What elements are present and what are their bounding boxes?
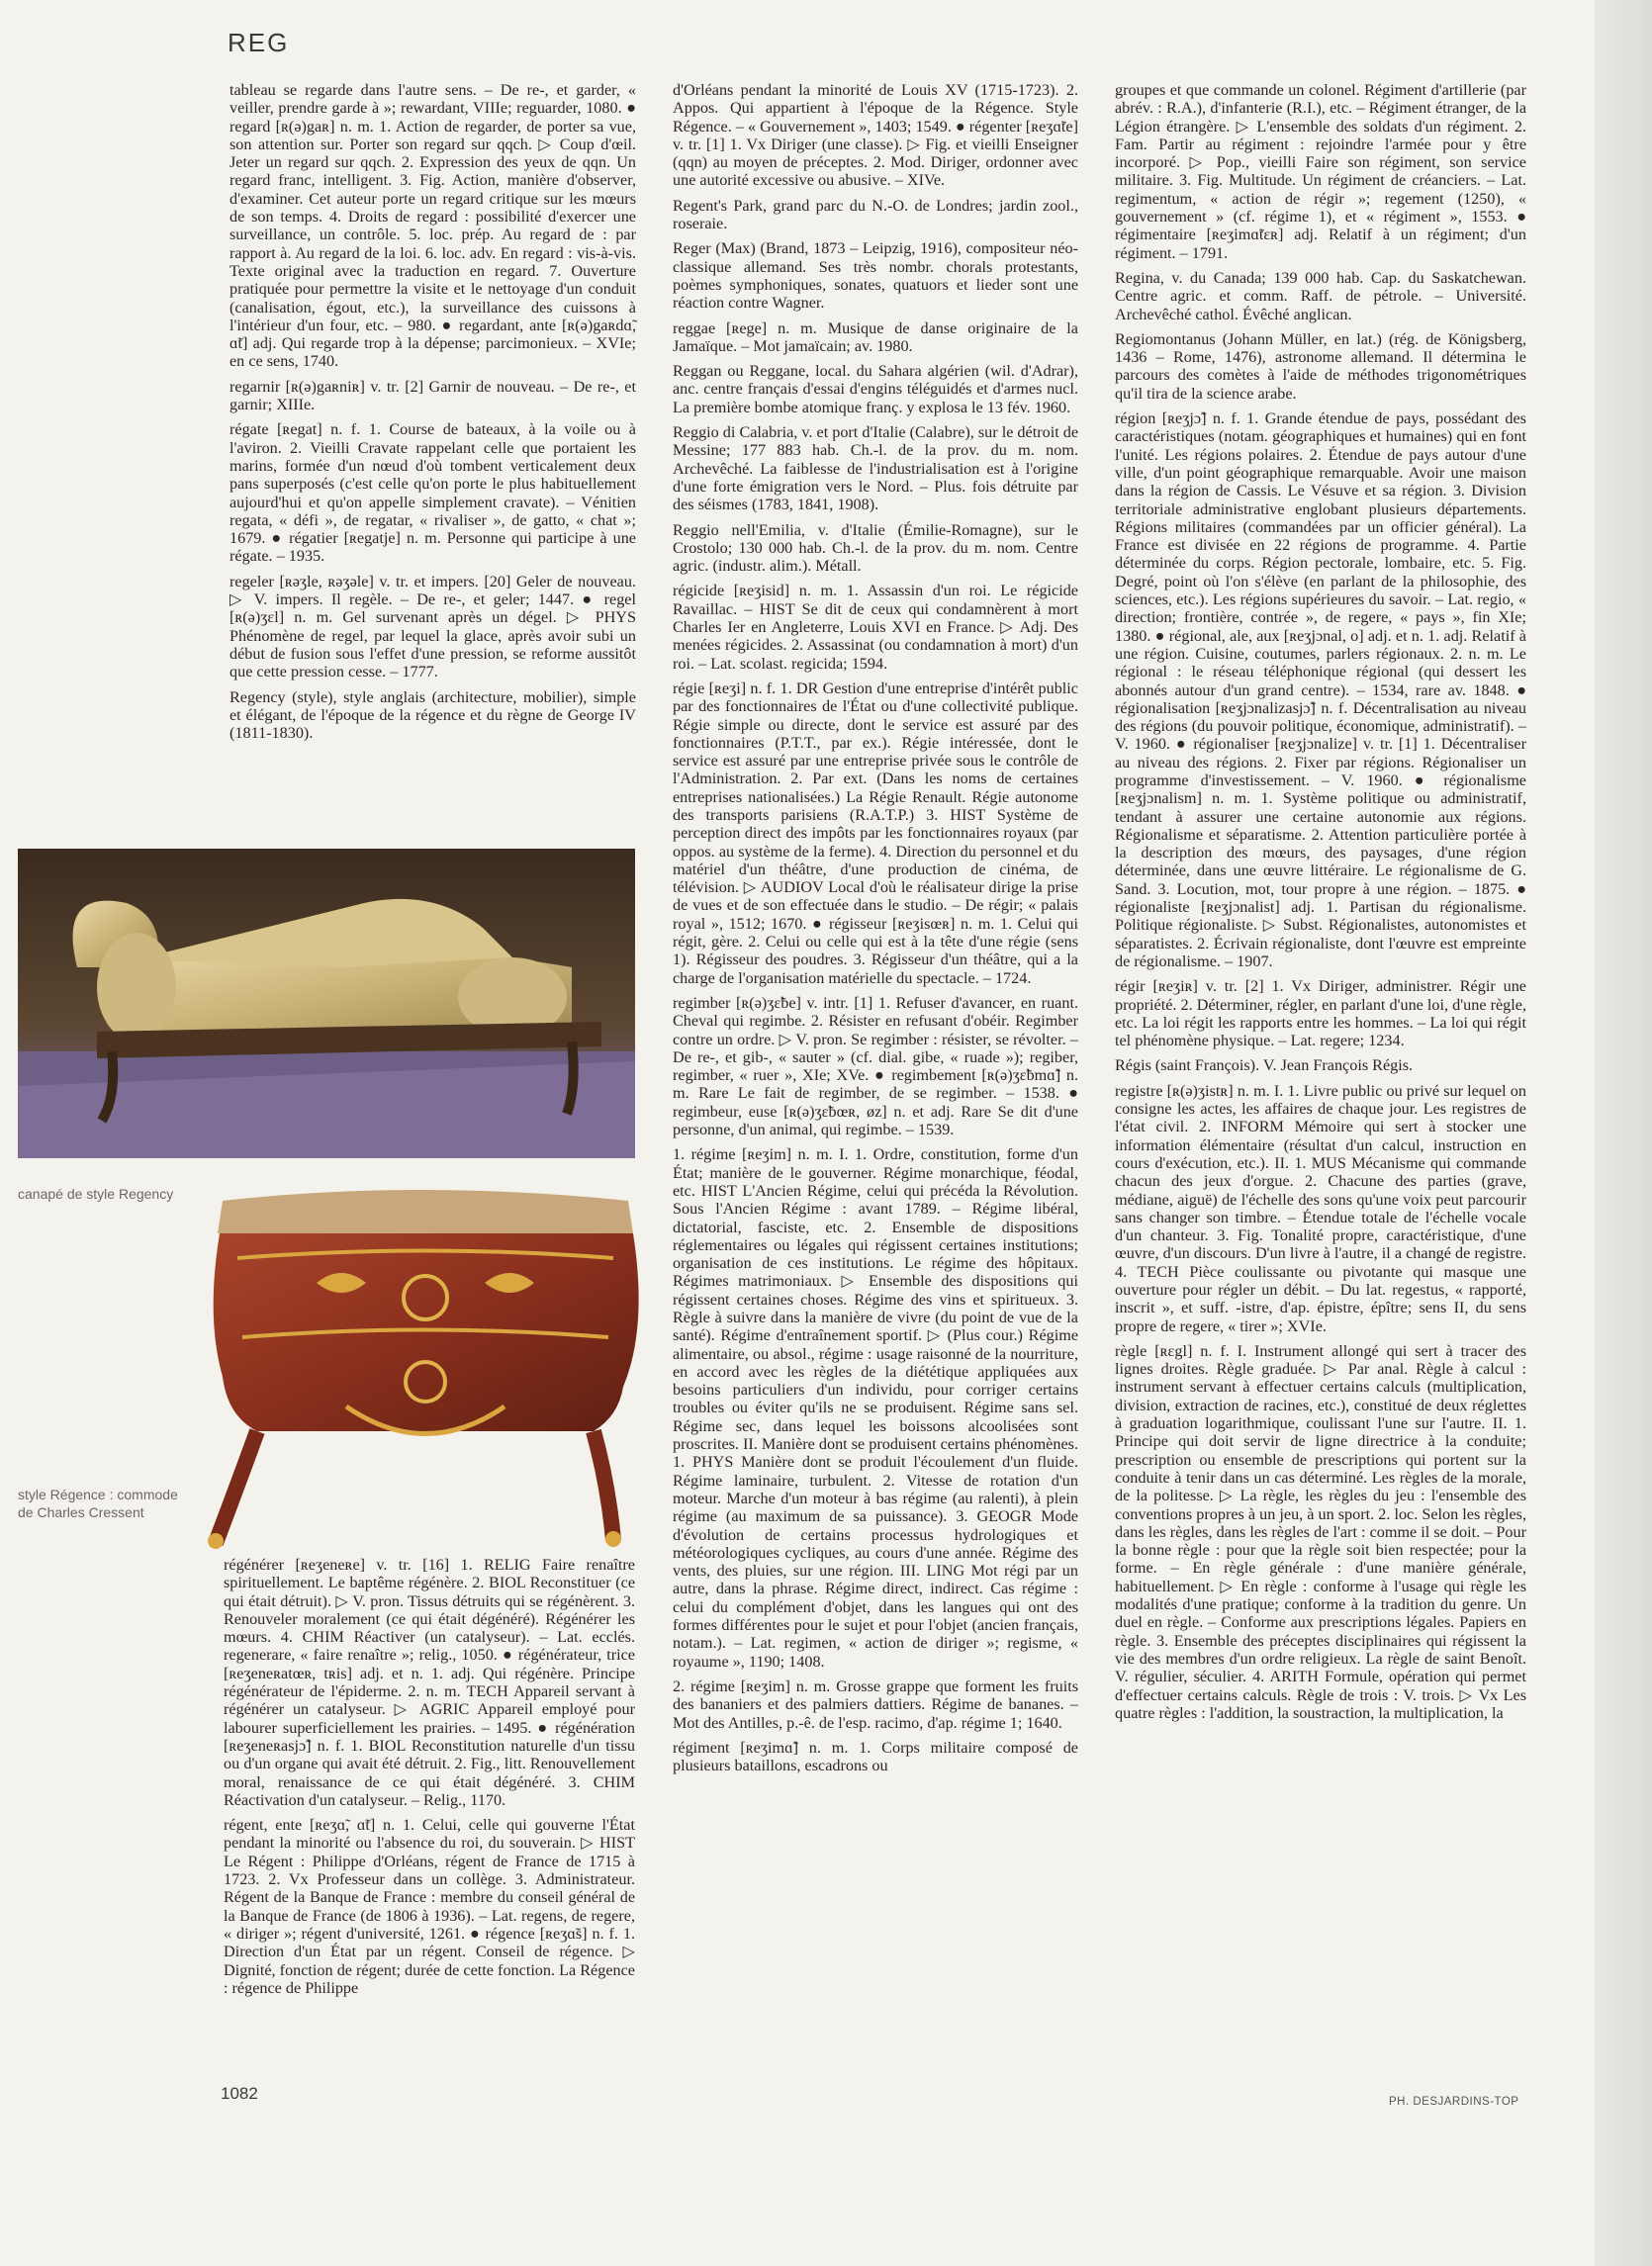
entry-reggio-emilia: Reggio nell'Emilia, v. d'Italie (Émilie-Romagne), sur le Crostolo; 130 000 hab. Ch.-l. de la prov. du m. nom. Centre agric. (industr. alim.). Métall.: [673, 520, 1078, 576]
page-number: 1082: [221, 2084, 258, 2103]
entry-regle: règle [ʀɛgl] n. f. I. Instrument allongé qui sert à tracer des lignes droites. Règle graduée. ▷ Par anal. Règle à calcul : instrument servant à effectuer certains calculs (multiplication, division, extraction de racines, etc.), constitué de deux réglettes à graduation logarithmique, coulissant l'une sur l'autre. II. 1. Principe qui doit servir de ligne directrice à la conduite; prescription ou ensemble de prescriptions qui portent sur la conduite à tenir dans un cas déterminé. Les règles de la morale, de la politesse. ▷ La règle, les règles du jeu : l'ensemble des conventions propres à un jeu, à un sport. 2. loc. Selon les règles, dans les règles, dans les règles de l'art : comme il se doit. – Pour la bonne règle : pour que la règle soit bien respectée; pour la forme. – En règle générale : d'une manière générale, habituellement. ▷ En règle : conforme à l'usage qui règle les modalités d'une pratique; conforme à la tradition du genre. Un duel en règle. – Conforme aux prescriptions légales. Papiers en règle. 3. Ensemble des préceptes disciplinaires qui régissent la vie des membres d'un ordre religieux. La règle de saint Benoît. V. régulier, séculier. 4. ARITH Formule, opération qui permet d'effectuer certains calculs. Règle de trois : V. trois. ▷ Vx Les quatre règles : l'addition, la soustraction, la multiplication, la: [1115, 1341, 1526, 1722]
entry-region: région [ʀeʒjɔ̃] n. f. 1. Grande étendue de pays, possédant des caractéristiques (notam. géographiques et humaines) qui en font l'unité. Les régions polaires. 2. Étendue de pays autour d'une ville, d'un point géographique remarquable. Avoir une maison dans la région de Cassis. Le Vésuve et sa région. 3. Division territoriale administrative englobant plusieurs départements. Régions militaires (commandées par un officier général). La France est divisée en 22 régions de programme. 4. Partie déterminée du corps. Région pectorale, lombaire, etc. 5. Fig. Degré, point où l'on s'élève (en parlant de la philosophie, des sciences, etc.). Les régions supérieures du savoir. – Lat. regio, « direction; frontière, contrée », de regere, « pays », fin XIe; 1380. ● régional, ale, aux [ʀeʒjɔnal, o] adj. et n. 1. adj. Relatif à une région. Cuisine, coutumes, parlers régionaux. 2. n. m. Le régional : le réseau téléphonique régional (qui dessert les abonnés autour d'un grand centre). – 1534, rare av. 1848. ● régionalisation [ʀeʒjɔnalizasjɔ̃] n. f. Décentralisation au niveau des régions (du pouvoir politique, économique, administratif). – V. 1960. ● régionaliser [ʀeʒjɔnalize] v. tr. [1] 1. Décentraliser au niveau des régions. 2. Fixer par régions. Régionaliser un programme d'investissement. – V. 1960. ● régionalisme [ʀeʒjɔnalism] n. m. 1. Système politique ou administratif, tendant à assurer une certaine autonomie aux régions. Régionalisme et séparatisme. 2. Attention particulière portée à la description des mœurs, des paysages, d'une région déterminée, dans une œuvre littéraire. Le régionalisme de G. Sand. 3. Locution, mot, tour propre à une région. – 1875. ● régionaliste [ʀeʒjɔnalist] adj. 1. Partisan du régionalisme. Politique régionaliste. ▷ Subst. Régionalistes, autonomistes et séparatistes. 2. Écrivain régionaliste, dont l'œuvre est empreinte de régionalisme. – 1907.: [1115, 409, 1526, 970]
entry-regenerer: régénérer [ʀeʒeneʀe] v. tr. [16] 1. RELIG Faire renaître spirituellement. Le baptême régénère. 2. BIOL Reconstituer (ce qui était détruit). ▷ V. pron. Tissus détruits qui se régénèrent. 3. Renouveler moralement (ce qui était dégénéré). Régénérer les mœurs. 4. CHIM Réactiver (un catalyseur). – Lat. ecclés. regenerare, « faire renaître »; relig., 1050. ● régénérateur, trice [ʀeʒeneʀatœʀ, tʀis] adj. et n. 1. adj. Qui régénère. Principe régénérateur de l'épiderme. 2. n. m. TECH Appareil servant à régénérer un catalyseur. ▷ AGRIC Appareil employé pour labourer superficiellement les prairies. – 1495. ● régénération [ʀeʒeneʀasjɔ̃] n. f. 1. BIOL Reconstitution naturelle d'un tissu ou d'un organe qui avait été détruit. 2. Fig., litt. Renouvellement moral, renaissance de ce qui était dégénéré. 3. CHIM Réactivation d'un catalyseur. – Relig., 1170.: [224, 1556, 635, 1809]
entry-regiment-cont: groupes et que commande un colonel. Régiment d'artillerie (par abrév. : R.A.), d'infanterie (R.I.), etc. – Régiment étranger, de la Légion étrangère. ▷ L'ensemble des soldats d'un régiment. 2. Fam. Partir au régiment : rejoindre l'armée pour y être incorporé. ▷ Pop., vieilli Faire son régiment, son service militaire. 3. Fig. Multitude. Un régiment de créanciers. – Lat. regimentum, « action de régir »; regement (1250), « gouvernement » (cf. régime 1), et « régiment », 1553. ● régimentaire [ʀeʒimɑ̃tɛʀ] adj. Relatif à un régiment; d'un régiment. – 1791.: [1115, 81, 1526, 262]
entry-regie: régie [ʀeʒi] n. f. 1. DR Gestion d'une entreprise d'intérêt public par des fonctionnaires de l'État ou d'une collectivité publique. Régie simple ou directe, dont le service est assuré par des fonctionnaires (P.T.T., par ex.). Régie intéressée, dont le service est assuré par une entreprise privée sous le contrôle de l'Administration. 2. Par ext. (Dans les noms de certaines entreprises nationalisées.) La Régie Renault. Régie autonome des transports parisiens (R.A.T.P.) 3. HIST Système de perception direct des impôts par les fonctionnaires royaux (par oppos. au système de la ferme). 4. Direction du personnel et du matériel d'un théâtre, d'une production de cinéma, de télévision. ▷ AUDIOV Local d'où le réalisateur dirige la prise de vues et de son effectuée dans le studio. – De régir; « palais royal », 1512; 1670. ● régisseur [ʀeʒisœʀ] n. m. 1. Celui qui régit, gère. 2. Celui ou celle qui est à la tête d'une régie (sens 1). Régisseur des poudres. 3. Régisseur d'un théâtre, qui a la charge de l'organisation matérielle du spectacle. – 1724.: [673, 679, 1078, 987]
entry-regiomontanus: Regiomontanus (Johann Müller, en lat.) (rég. de Königsberg, 1436 – Rome, 1476), astronome allemand. Il détermina le parcours des comètes à l'aide de méthodes trigonométriques qu'il tira de la science arabe.: [1115, 329, 1526, 403]
caption-regence: style Régence : commode de Charles Cressent: [18, 1487, 178, 1520]
entry-regeler: regeler [ʀəʒle, ʀəʒəle] v. tr. et impers. [20] Geler de nouveau. ▷ V. impers. Il regèle. – De re-, et geler; 1447. ● regel [ʀ(ə)ʒɛl] n. m. Gel survenant après un dégel. ▷ PHYS Phénomène de regel, par lequel la glace, après avoir subi un début de fusion sous l'effet d'une pression, se reforme aussitôt que cette pression cesse. – 1777.: [229, 572, 636, 681]
entry-regina: Regina, v. du Canada; 139 000 hab. Cap. du Saskatchewan. Centre agric. et comm. Raff. de pétrole. – Université. Archevêché cathol. Évêché anglican.: [1115, 268, 1526, 323]
entry-regarnir: regarnir [ʀ(ə)gaʀniʀ] v. tr. [2] Garnir de nouveau. – De re-, et garnir; XIIIe.: [229, 377, 636, 414]
entry-regate: régate [ʀegat] n. f. 1. Course de bateaux, à la voile ou à l'aviron. 2. Vieilli Cravate rappelant celle que portaient les marins, formée d'un nœud d'où tombent verticalement deux pans superposés (c'est celle qu'on porte le plus habituellement aujourd'hui et qu'on appelle simplement cravate). – Vénitien regata, « défi », de regatar, « rivaliser », de gatto, « chat »; 1679. ● régatier [ʀegatje] n. m. Personne qui participe à une régate. – 1935.: [229, 420, 636, 566]
entry-regard: tableau se regarde dans l'autre sens. – De re-, et garder, « veiller, prendre garde à »; rewardant, VIIIe; reguarder, 1080. ● regard [ʀ(ə)gaʀ] n. m. 1. Action de regarder, de porter sa vue, son attention sur. Porter son regard sur qqch. ▷ Coup d'œil. Jeter un regard sur qqch. 2. Expression des yeux de qqn. Un regard franc, intelligent. 3. Fig. Action, manière d'observer, d'examiner. Cet auteur porte un regard critique sur les mœurs de son temps. 4. Droits de regard : possibilité d'exercer une surveillance, un contrôle. 5. loc. prép. Au regard de : par rapport à. Au regard de la loi. 6. loc. adv. En regard : vis-à-vis. Texte original avec la traduction en regard. 7. Ouverture pratiquée pour permettre la visite et le nettoyage d'un conduit (canalisation, égout, etc.), la surveillance des cuissons à l'intérieur d'un four, etc. – 980. ● regardant, ante [ʀ(ə)gaʀdɑ̃, ɑ̃t] adj. Qui regarde trop à la dépense; parcimonieux. – XVIe; en ce sens, 1740.: [229, 81, 636, 371]
entry-reggan: Reggan ou Reggane, local. du Sahara algérien (wil. d'Adrar), anc. centre français d'essai d'engins téléguidés et d'armes nucl. La première bombe atomique franç. y explosa le 13 fév. 1960.: [673, 362, 1078, 416]
page-edge-shadow: [1595, 0, 1652, 2266]
entry-regiment: régiment [ʀeʒimɑ̃] n. m. 1. Corps militaire composé de plusieurs bataillons, escadrons ou: [673, 1738, 1078, 1775]
caption-regency: canapé de style Regency: [18, 1186, 174, 1202]
sofa-illustration: [18, 849, 635, 1158]
entry-regime-1: 1. régime [ʀeʒim] n. m. I. 1. Ordre, constitution, forme d'un État; manière de le gouverner. Régime monarchique, féodal, etc. HIST L'Ancien Régime, celui qui précéda la Révolution. Sous l'Ancien Régime : avant 1789. – Régime libéral, dictatorial, fasciste, etc. 2. Ensemble de dispositions réglementaires ou légales qui régissent certaines institutions; organisation de ces institutions. Le régime des hôpitaux. Régimes matrimoniaux. ▷ Ensemble des dispositions qui régissent certaines choses. Régime des vins et spiritueux. 3. Règle à suivre dans la manière de vivre (du point de vue de la santé). Régime d'entraînement sportif. ▷ (Plus cour.) Régime alimentaire, ou absol., régime : usage raisonné de la nourriture, en accord avec les règles de la diététique appliquées aux besoins particuliers d'un individu, pour corriger certains troubles ou éviter qu'ils ne se produisent. Régime sans sel. Régime sec, dans lequel les boissons alcoolisées sont proscrites. II. Manière dont se produisent certains phénomènes. 1. PHYS Manière dont se produit l'écoulement d'un fluide. Régime laminaire, turbulent. 2. Vitesse de rotation d'un moteur. Marche d'un moteur à bas régime (au ralenti), à plein régime (au maximum de sa puissance). 3. GEOGR Mode d'évolution de certains processus hydrologiques et météorologiques cycliques, au cours d'une année. Régime des vents, des pluies, sur une région. III. LING Mot régi par un autre, dans la phrase. Régime direct, indirect. Cas régime : celui du complément d'objet, dans les langues qui ont des formes différentes pour le sujet et pour l'objet (ancien français, notam.). – Lat. regimen, « action de diriger »; regisme, « royaume », 1190; 1408.: [673, 1145, 1078, 1671]
column-1: [229, 81, 636, 749]
entry-regime-2: 2. régime [ʀeʒim] n. m. Grosse grappe que forment les fruits des bananiers et des palmiers dattiers. Régime de bananes. – Mot des Antilles, p.-ê. de l'esp. racimo, d'ap. régime 1; 1640.: [673, 1677, 1078, 1732]
entry-regis: Régis (saint François). V. Jean François Régis.: [1115, 1056, 1414, 1075]
entry-regency: Regency (style), style anglais (architecture, mobilier), simple et élégant, de l'époque de la régence et du règne de George IV (1811-1830).: [229, 687, 636, 743]
regence-commode-photo: [198, 1179, 643, 1550]
entry-regir: régir [ʀeʒiʀ] v. tr. [2] 1. Vx Diriger, administrer. Régir une propriété. 2. Déterminer, régler, en parlant d'une loi, d'une règle, etc. La loi régit les rapports entre les hommes. – La loi qui régit tel phénomène physique. – Lat. regere; 1234.: [1115, 977, 1526, 1050]
regency-sofa-photo: [18, 849, 635, 1158]
entry-regicide: régicide [ʀeʒisid] n. m. 1. Assassin d'un roi. Le régicide Ravaillac. – HIST Se dit de ceux qui condamnèrent à mort Charles Ier en Angleterre, Louis XVI en France. ▷ Adj. Des menées régicides. 2. Assassinat (ou condamnation à mort) d'un roi. – Lat. scolast. regicida; 1594.: [673, 582, 1078, 673]
entry-regents-park: Regent's Park, grand parc du N.-O. de Londres; jardin zool., roseraie.: [673, 196, 1078, 233]
entry-reggio-calabria: Reggio di Calabria, v. et port d'Italie (Calabre), sur le détroit de Messine; 177 883 hab. Ch.-l. de la prov. du m. nom. Archevêché. La faiblesse de l'industrialisation est à l'origine d'une forte émigration vers le Nord. – Plus. fois détruite par des séismes (1783, 1841, 1908).: [673, 423, 1079, 514]
photo-credit: PH. DESJARDINS-TOP: [1389, 2096, 1519, 2108]
entry-regence-cont: d'Orléans pendant la minorité de Louis XV (1715-1723). 2. Appos. Qui appartient à l'époque de la Régence. Style Régence. – « Gouvernement », 1403; 1549. ● régenter [ʀeʒɑ̃te] v. tr. [1] 1. Vx Diriger (une classe). ▷ Fig. et vieilli Enseigner (qqn) au moyen de préceptes. 2. Mod. Diriger, ordonner avec une autorité excessive ou abusive. – XIVe.: [673, 81, 1078, 190]
entry-regimber: regimber [ʀ(ə)ʒɛ̃be] v. intr. [1] 1. Refuser d'avancer, en ruant. Cheval qui regimbe. 2. Résister en refusant d'obéir. Regimber contre un ordre. ▷ V. pron. Se regimber : résister, se révolter. – De re-, et gib-, « sauter » (cf. dial. gibe, « ruade »); regiber, regimber, « ruer », XIe; XVe. ● regimbement [ʀ(ə)ʒɛ̃bmɑ̃] n. m. Rare Le fait de regimber, de se regimber. – 1538. ● regimbeur, euse [ʀ(ə)ʒɛ̃bœʀ, øz] n. et adj. Rare Se dit d'une personne, d'un animal, qui regimbe. – 1539.: [673, 993, 1078, 1139]
running-head: REG: [228, 28, 290, 57]
entry-reger: Reger (Max) (Brand, 1873 – Leipzig, 1916), compositeur néo-classique allemand. Ses très nombr. chorals protestants, poèmes symphoniques, sonates, quatuors et lieder sont une réaction contre Wagner.: [673, 239, 1078, 313]
column-3: [1115, 81, 1526, 1729]
column-1-bottom: [224, 1556, 635, 2004]
column-2: [673, 81, 1078, 1781]
commode-illustration: [198, 1179, 643, 1550]
entry-reggae: reggae [ʀege] n. m. Musique de danse originaire de la Jamaïque. – Mot jamaïcain; av. 1980.: [673, 318, 1078, 355]
entry-registre: registre [ʀ(ə)ʒistʀ] n. m. I. 1. Livre public ou privé sur lequel on consigne les actes, les affaires de chaque jour. Les registres de l'état civil. 2. INFORM Mémoire qui sert à stocker une information élémentaire (résultat d'un calcul, instruction en cours d'exécution, etc.). II. 1. MUS Mécanisme qui commande chacun des jeux d'orgue. 2. Chacune des parties (grave, médiane, aiguë) de l'échelle des sons qu'une voix peut parcourir sans changer son timbre. – Étendue totale de l'échelle vocale d'un chanteur. 3. Fig. Tonalité propre, caractéristique, d'une œuvre, d'un discours. D'un livre à l'autre, il a changé de registre. 4. TECH Pièce coulissante ou pivotante qui masque une ouverture pour régler un débit. – Du lat. regestus, « rapporté, inscrit », et suff. -istre, d'ap. épistre, épître; sens II, du sens propre de regere, « tirer »; XVIe.: [1115, 1081, 1526, 1335]
entry-regent: régent, ente [ʀeʒɑ̃, ɑ̃t] n. 1. Celui, celle qui gouverne l'État pendant la minorité ou l'absence du roi, du souverain. ▷ HIST Le Régent : Philippe d'Orléans, régent de France de 1715 à 1723. 2. Vx Professeur dans un collège. 3. Administrateur. Régent de la Banque de France : membre du conseil général de la Banque de France (de 1806 à 1936). – Lat. regens, de regere, « diriger »; régent d'université, 1261. ● régence [ʀeʒɑ̃s] n. f. 1. Direction d'un État par un régent. Conseil de régence. ▷ Dignité, fonction de régent; durée de cette fonction. La Régence : régence de Philippe: [224, 1816, 635, 1997]
